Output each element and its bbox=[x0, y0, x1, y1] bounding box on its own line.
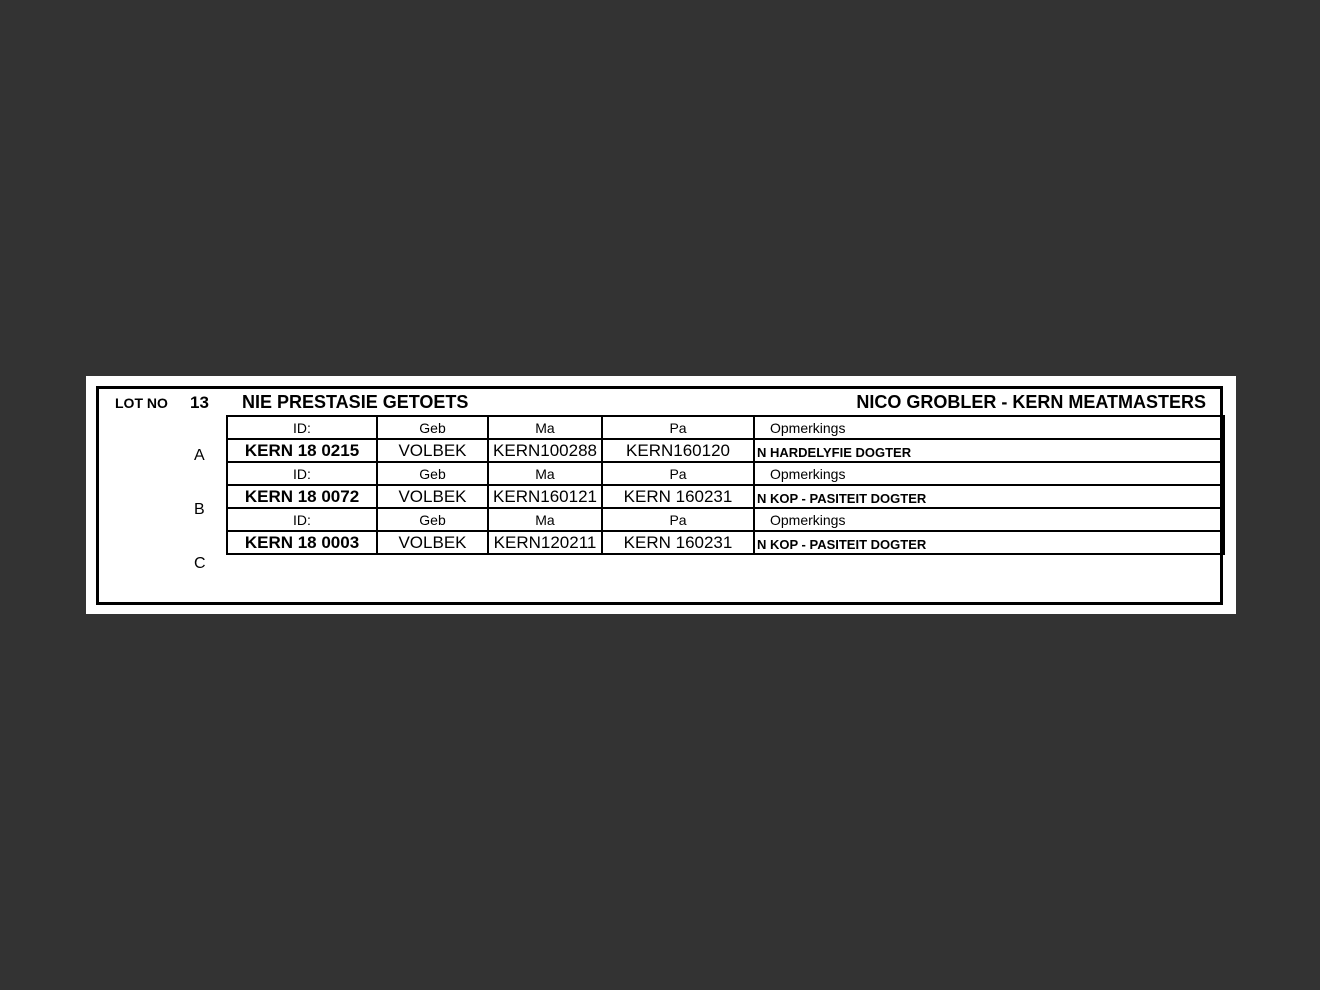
header-geb: Geb bbox=[377, 508, 488, 531]
animal-opmerkings: N KOP - PASITEIT DOGTER bbox=[754, 485, 1224, 508]
animal-ma: KERN120211 bbox=[488, 531, 602, 554]
table-row bbox=[227, 485, 1224, 508]
header-ma: Ma bbox=[488, 416, 602, 439]
animal-ma: KERN160121 bbox=[488, 485, 602, 508]
header-id: ID: bbox=[227, 416, 377, 439]
header-row bbox=[227, 508, 1224, 531]
header-ma: Ma bbox=[488, 462, 602, 485]
lot-number: 13 bbox=[190, 393, 209, 412]
table-row bbox=[227, 439, 1224, 462]
header-geb: Geb bbox=[377, 416, 488, 439]
animal-id: KERN 18 0003 bbox=[227, 531, 377, 554]
animal-id: KERN 18 0215 bbox=[227, 439, 377, 462]
animal-geb: VOLBEK bbox=[377, 531, 488, 554]
header-opmerkings: Opmerkings bbox=[754, 416, 1224, 439]
animal-pa: KERN 160231 bbox=[602, 485, 754, 508]
animal-pa: KERN160120 bbox=[602, 439, 754, 462]
header-row bbox=[227, 462, 1224, 485]
animal-letter-c: C bbox=[194, 555, 206, 572]
animal-table bbox=[226, 415, 1225, 555]
animal-letter-b: B bbox=[194, 501, 205, 518]
animal-opmerkings: N HARDELYFIE DOGTER bbox=[754, 439, 1224, 462]
animal-geb: VOLBEK bbox=[377, 439, 488, 462]
header-opmerkings: Opmerkings bbox=[754, 508, 1224, 531]
header-id: ID: bbox=[227, 508, 377, 531]
header-pa: Pa bbox=[602, 462, 754, 485]
lot-owner: NICO GROBLER - KERN MEATMASTERS bbox=[856, 392, 1206, 412]
lot-number-label: LOT NO bbox=[115, 395, 168, 411]
header-ma: Ma bbox=[488, 508, 602, 531]
header-opmerkings: Opmerkings bbox=[754, 462, 1224, 485]
animal-ma: KERN100288 bbox=[488, 439, 602, 462]
animal-pa: KERN 160231 bbox=[602, 531, 754, 554]
lot-status: NIE PRESTASIE GETOETS bbox=[242, 392, 469, 412]
header-pa: Pa bbox=[602, 508, 754, 531]
animal-id: KERN 18 0072 bbox=[227, 485, 377, 508]
lot-card bbox=[86, 376, 1236, 614]
animal-opmerkings: N KOP - PASITEIT DOGTER bbox=[754, 531, 1224, 554]
animal-geb: VOLBEK bbox=[377, 485, 488, 508]
table-row bbox=[227, 531, 1224, 554]
header-pa: Pa bbox=[602, 416, 754, 439]
header-geb: Geb bbox=[377, 462, 488, 485]
header-row bbox=[227, 416, 1224, 439]
header-id: ID: bbox=[227, 462, 377, 485]
animal-letter-a: A bbox=[194, 447, 205, 464]
